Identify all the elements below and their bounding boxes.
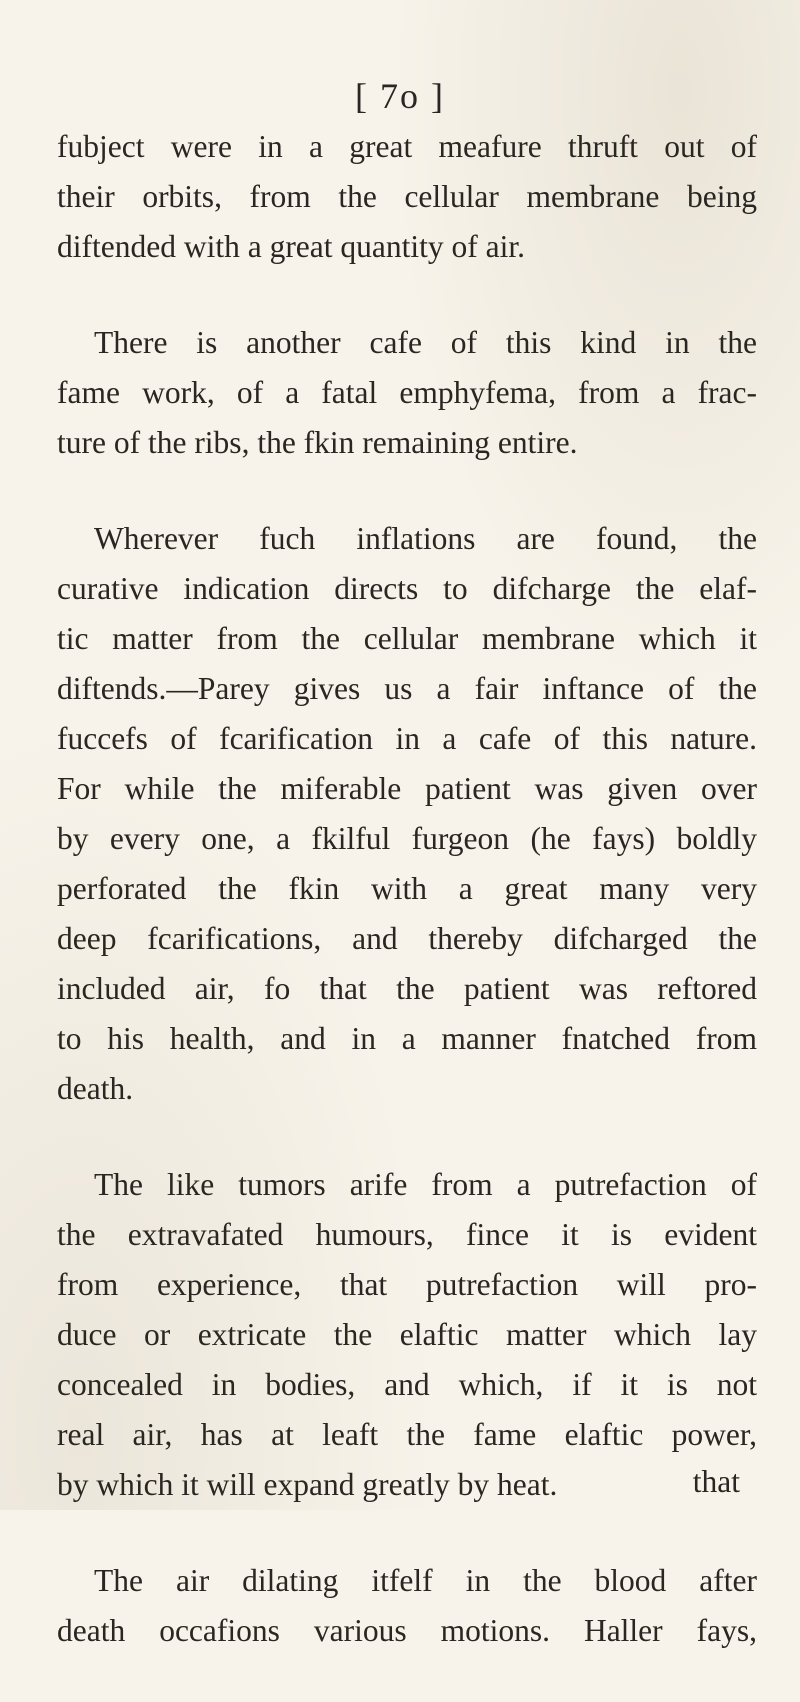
text-line: from experience, that putrefaction will pro- xyxy=(57,1267,757,1302)
text-line: fuccefs of fcarification in a cafe of this nature. xyxy=(57,721,757,756)
text-line: perforated the fkin with a great many very xyxy=(57,871,757,906)
text-line: fame work, of a fatal emphyfema, from a frac- xyxy=(57,375,757,410)
text-line: death. xyxy=(57,1071,134,1106)
text-line: included air, fo that the patient was reftored xyxy=(57,971,757,1006)
text-line: real air, has at leaft the fame elaftic power, xyxy=(57,1417,757,1452)
text-line: the extravafated humours, fince it is evident xyxy=(57,1217,757,1252)
text-line: Wherever fuch inflations are found, the xyxy=(94,521,757,556)
page-number: [ 7o ] xyxy=(355,76,445,116)
paragraph-5 xyxy=(57,1556,757,1656)
paragraph-3 xyxy=(57,514,757,1114)
text-line: duce or extricate the elaftic matter which lay xyxy=(57,1317,757,1352)
text-line: The air dilating itfelf in the blood after xyxy=(94,1563,757,1598)
body-text xyxy=(57,122,757,1702)
text-line: by every one, a fkilful furgeon (he fays) boldly xyxy=(57,821,757,856)
text-line: diftended with a great quantity of air. xyxy=(57,229,525,264)
text-line: diftends.—Parey gives us a fair inftance of the xyxy=(57,671,757,706)
text-line: curative indication directs to difcharge the elaf- xyxy=(57,571,757,606)
text-line: their orbits, from the cellular membrane being xyxy=(57,179,757,214)
text-line: The like tumors arife from a putrefaction of xyxy=(94,1167,757,1202)
text-line: to his health, and in a manner fnatched from xyxy=(57,1021,757,1056)
text-line: deep fcarifications, and thereby difcharged the xyxy=(57,921,757,956)
text-line: fubject were in a great meafure thruft out of xyxy=(57,129,757,164)
text-line: concealed in bodies, and which, if it is not xyxy=(57,1367,757,1402)
text-line: death occafions various motions. Haller fays, xyxy=(57,1613,757,1648)
text-line: There is another cafe of this kind in the xyxy=(94,325,757,360)
catchword: that xyxy=(692,1464,740,1499)
paragraph-1 xyxy=(57,122,757,272)
paragraph-2 xyxy=(57,318,757,468)
text-line: by which it will expand greatly by heat. xyxy=(57,1467,558,1502)
text-line: ture of the ribs, the fkin remaining entire. xyxy=(57,425,578,460)
text-line: tic matter from the cellular membrane which it xyxy=(57,621,757,656)
text-line: For while the miferable patient was given over xyxy=(57,771,757,806)
paragraph-4 xyxy=(57,1160,757,1510)
